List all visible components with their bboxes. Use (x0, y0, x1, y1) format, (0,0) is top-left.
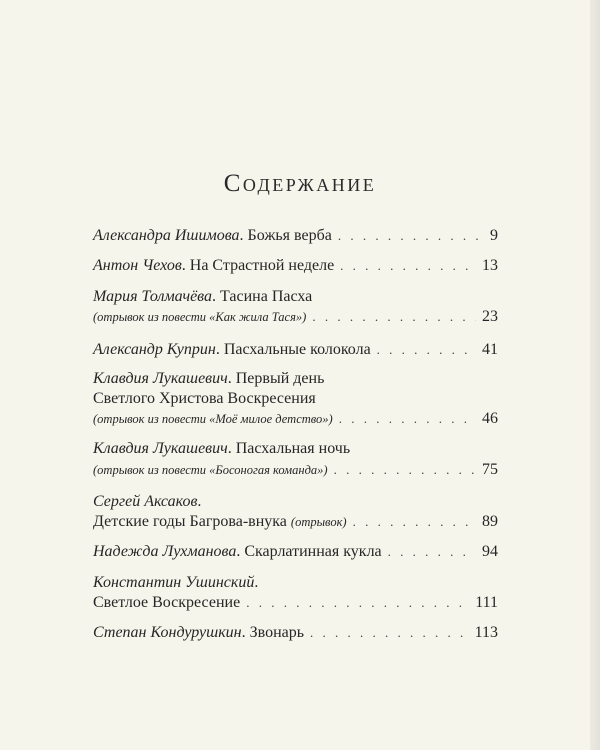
dot-leader (310, 623, 469, 643)
toc-entry: Степан Кондурушкин . Звонарь . . . 113 (93, 623, 498, 643)
toc-author: Антон Чехов (93, 257, 182, 274)
toc-page-number: 111 (475, 594, 498, 611)
toc-page-number: 13 (482, 257, 498, 274)
toc-entry-continuation (93, 389, 498, 409)
toc-entry: Сергей Аксаков . (93, 493, 202, 510)
toc-author: Клавдия Лукашевич (93, 440, 228, 457)
toc-entry: Клавдия Лукашевич . Первый день (93, 370, 325, 387)
toc-author: Александр Куприн (93, 341, 216, 358)
toc-entry: Мария Толмачёва . Тасина Пасха (93, 288, 313, 305)
toc-page-number: 46 (482, 410, 498, 427)
toc-title: Пасхальная ночь (235, 440, 351, 457)
toc-author: Мария Толмачёва (93, 288, 213, 305)
toc-page-number: 113 (474, 624, 498, 641)
dot-leader (340, 256, 476, 276)
toc-title: Детские годы Багрова-внука (93, 513, 287, 530)
dot-leader (377, 340, 476, 360)
toc-title: Божья верба (247, 227, 332, 244)
toc-title: Светлого Христова Воскресения (93, 390, 316, 407)
toc-title: На Страстной неделе (189, 257, 335, 274)
toc-author: Клавдия Лукашевич (93, 370, 228, 387)
toc-entry-continuation (93, 409, 498, 429)
toc-author: Александра Ишимова (93, 227, 240, 244)
toc-entry: Антон Чехов . На Страстной неделе . . . 13 (93, 256, 498, 276)
toc-author: Степан Кондурушкин (93, 624, 242, 641)
toc-page-number: 9 (490, 227, 498, 244)
dot-leader (339, 409, 476, 429)
dot-leader (353, 512, 476, 532)
toc-entry-continuation (93, 512, 498, 532)
toc-title: Светлое Воскресение (93, 594, 241, 611)
toc-author: Константин Ушинский (93, 574, 255, 591)
dot-leader (334, 460, 476, 480)
dot-leader (246, 593, 469, 613)
toc-title: Тасина Пасха (220, 288, 313, 305)
toc-author: Сергей Аксаков (93, 493, 198, 510)
dot-leader (312, 307, 476, 327)
toc-title: Скарлатинная кукла (244, 543, 382, 560)
toc-entry: Александр Куприн . Пасхальные колокола . . . 41 (93, 340, 498, 360)
toc-note: (отрывок) (290, 515, 347, 529)
toc-page-number: 41 (482, 341, 498, 358)
toc-page-number: 75 (482, 461, 498, 478)
toc-author: Надежда Лухманова (93, 543, 237, 560)
toc-title: Первый день (235, 370, 325, 387)
toc-title: Пасхальные колокола (223, 341, 371, 358)
dot-leader (388, 542, 476, 562)
toc-entry-continuation (93, 593, 498, 613)
toc-entry: Клавдия Лукашевич . Пасхальная ночь (93, 440, 351, 457)
toc-page-number: 23 (482, 308, 498, 325)
toc-entry: Александра Ишимова . Божья верба . . . 9 (93, 226, 498, 246)
toc-entry-continuation (93, 460, 498, 480)
toc-note: (отрывок из повести «Моё милое детство») (93, 412, 333, 426)
toc-entry: Константин Ушинский . (93, 574, 259, 591)
toc-title: Звонарь (249, 624, 305, 641)
toc-page-number: 94 (482, 543, 498, 560)
toc-heading: Содержание (223, 170, 377, 197)
dot-leader (338, 226, 480, 246)
toc-note: (отрывок из повести «Босоногая команда») (93, 463, 328, 477)
toc-entry: Надежда Лухманова . Скарлатинная кукла . . . 94 (93, 542, 498, 562)
toc-note: (отрывок из повести «Как жила Тася») (93, 310, 307, 324)
toc-entry-continuation (93, 307, 498, 327)
toc-page-number: 89 (482, 513, 498, 530)
